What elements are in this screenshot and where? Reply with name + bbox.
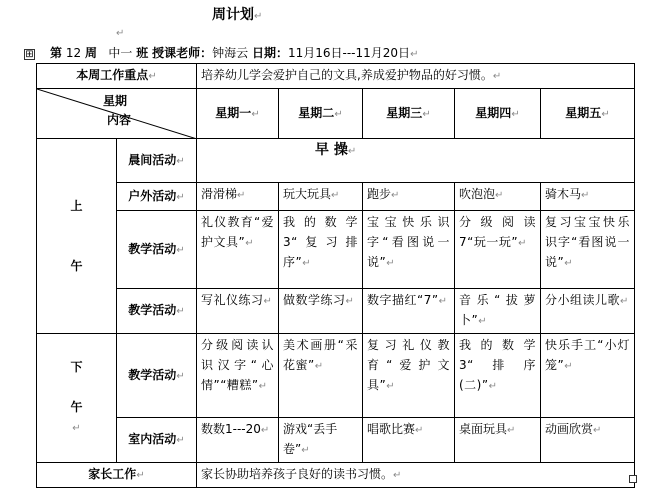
focus-label: 本周工作重点↵ (37, 64, 197, 89)
row-label-teaching-am-1: 教学活动↵ (117, 211, 197, 289)
morning-side-label: 上 午 (37, 139, 117, 334)
row-label-outdoor: 户外活动↵ (117, 183, 197, 211)
week-label: 第 (50, 46, 63, 60)
morning-activity-value[interactable]: 早 操↵ (197, 139, 635, 183)
focus-text[interactable]: 培养幼儿学会爱护自己的文具,养成爱护物品的好习惯。↵ (197, 64, 635, 89)
week-number: 12 (65, 46, 82, 60)
weekday-label: 星期 (103, 94, 128, 108)
cell-outdoor-fri[interactable]: 骑木马↵ (541, 183, 635, 211)
page-title: 周计划↵ (212, 7, 263, 23)
afternoon-side-label: 下 午 ↵ (37, 334, 117, 463)
table-move-handle-icon[interactable]: ⊞ (25, 49, 34, 60)
class-label: 班 (136, 46, 149, 60)
day-header-wed: 星期三↵ (363, 89, 455, 139)
date-range: 11月16日---11月20日 (287, 46, 411, 60)
class-name: 中一 (108, 46, 133, 60)
day-header-mon: 星期一↵ (197, 89, 279, 139)
cell-teach-pm-thu[interactable]: 我的数学3“排序(二)”↵ (455, 334, 541, 418)
cell-teach-am1-wed[interactable]: 宝宝快乐识字“看图说一说”↵ (363, 211, 455, 289)
cell-teach-pm-mon[interactable]: 分级阅读认识汉字“心情”“糟糕”↵ (197, 334, 279, 418)
row-label-indoor: 室内活动↵ (117, 418, 197, 463)
cell-indoor-wed[interactable]: 唱歌比赛↵ (363, 418, 455, 463)
week-unit: 周 (84, 46, 97, 60)
cell-teach-am1-thu[interactable]: 分级阅读7“玩一玩”↵ (455, 211, 541, 289)
paragraph-mark: ↵ (116, 28, 125, 39)
cell-teach-am1-fri[interactable]: 复习宝宝快乐识字“看图说一说”↵ (541, 211, 635, 289)
cell-teach-am2-fri[interactable]: 分小组读儿歌↵ (541, 289, 635, 334)
parent-work-text[interactable]: 家长协助培养孩子良好的读书习惯。↵ (197, 463, 635, 488)
date-label: 日期： (251, 46, 288, 60)
cell-indoor-fri[interactable]: 动画欣赏↵ (541, 418, 635, 463)
cell-teach-pm-fri[interactable]: 快乐手工“小灯笼”↵ (541, 334, 635, 418)
day-header-thu: 星期四↵ (455, 89, 541, 139)
row-label-teaching-am-2: 教学活动↵ (117, 289, 197, 334)
row-label-teaching-pm: 教学活动↵ (117, 334, 197, 418)
cell-teach-pm-tue[interactable]: 美术画册“采花蜜”↵ (279, 334, 363, 418)
cell-teach-am2-mon[interactable]: 写礼仪练习↵ (197, 289, 279, 334)
table-resize-handle-icon[interactable] (629, 475, 637, 483)
content-label: 内容 (107, 113, 132, 127)
weekly-schedule-table (36, 63, 635, 488)
cell-outdoor-mon[interactable]: 滑滑梯↵ (197, 183, 279, 211)
teacher-name: 钟海云 (212, 46, 249, 60)
cell-teach-am2-thu[interactable]: 音乐“拔萝卜”↵ (455, 289, 541, 334)
cell-teach-pm-wed[interactable]: 复习礼仪教育“爱护文具”↵ (363, 334, 455, 418)
cell-indoor-mon[interactable]: 数数1---20↵ (197, 418, 279, 463)
day-header-tue: 星期二↵ (279, 89, 363, 139)
cell-outdoor-thu[interactable]: 吹泡泡↵ (455, 183, 541, 211)
cell-indoor-thu[interactable]: 桌面玩具↵ (455, 418, 541, 463)
info-line: 第 12 周 中一 班 授课老师：钟海云 日期：11月16日---11月20日↵ (50, 46, 419, 60)
parent-work-label: 家长工作↵ (37, 463, 197, 488)
teacher-label: 授课老师： (152, 46, 213, 60)
cell-outdoor-tue[interactable]: 玩大玩具↵ (279, 183, 363, 211)
cell-teach-am2-wed[interactable]: 数字描红“7”↵ (363, 289, 455, 334)
row-label-morning: 晨间活动↵ (117, 139, 197, 183)
cell-teach-am1-tue[interactable]: 我的数学3“复习排序”↵ (279, 211, 363, 289)
diagonal-header (37, 89, 197, 139)
cell-teach-am1-mon[interactable]: 礼仪教育“爱护文具”↵ (197, 211, 279, 289)
cell-outdoor-wed[interactable]: 跑步↵ (363, 183, 455, 211)
cell-teach-am2-tue[interactable]: 做数学练习↵ (279, 289, 363, 334)
cell-indoor-tue[interactable]: 游戏“丢手卷”↵ (279, 418, 363, 463)
day-header-fri: 星期五↵ (541, 89, 635, 139)
